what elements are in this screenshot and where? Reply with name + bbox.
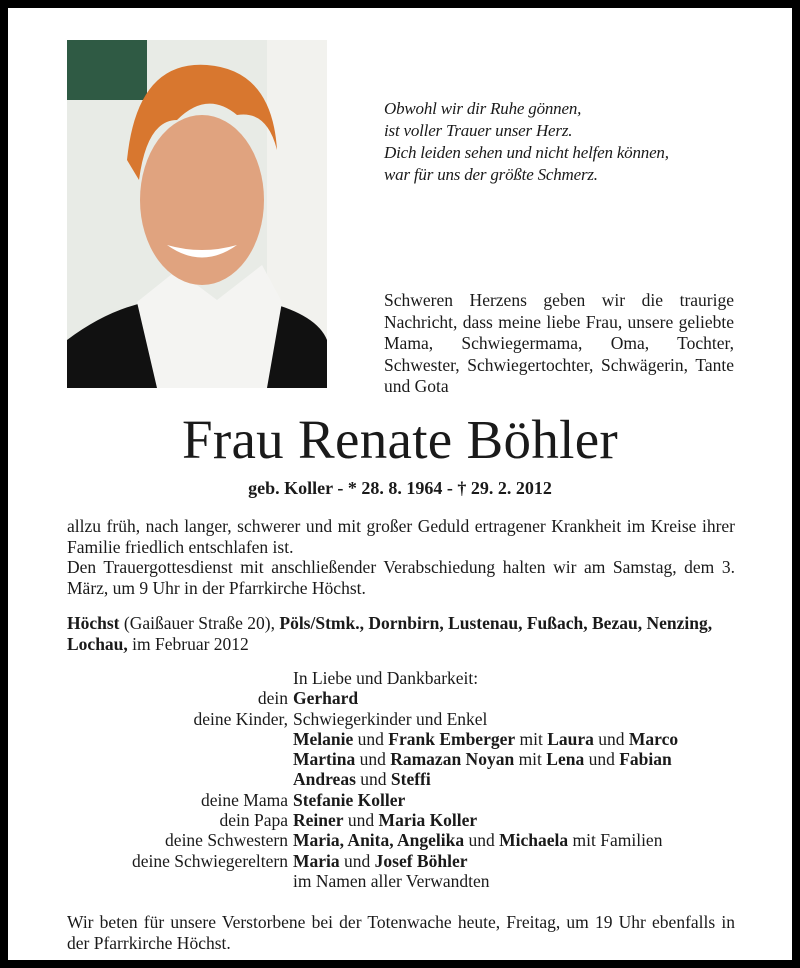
name-text: Fabian — [619, 749, 672, 770]
relation-label: dein — [257, 688, 288, 709]
text: mit — [515, 728, 548, 749]
relation-label: deine Mama — [201, 789, 288, 810]
text: im Namen aller Verwandten — [293, 870, 490, 891]
relation-label — [67, 749, 293, 769]
relation-label: deine Kinder, — [193, 708, 288, 729]
text: und — [464, 830, 500, 851]
text: und — [355, 769, 391, 790]
relation-names — [293, 749, 672, 769]
poem-line: Obwohl wir dir Ruhe gönnen, — [384, 99, 582, 118]
relation-names — [293, 790, 405, 810]
family-row — [67, 709, 747, 729]
name-text: Reiner — [293, 810, 344, 831]
name-text: Andreas — [293, 769, 356, 790]
life-dates: geb. Koller - * 28. 8. 1964 - † 29. 2. 2012 — [248, 478, 552, 498]
deceased-name: Frau Renate Böhler — [181, 409, 619, 470]
family-row — [67, 851, 747, 871]
poem-line: war für uns der größte Schmerz. — [384, 165, 598, 184]
text: und — [593, 728, 629, 749]
text: und — [343, 810, 379, 831]
relation-label — [67, 668, 293, 688]
name-text: Marco — [628, 728, 679, 749]
relation-names — [293, 668, 478, 688]
family-row — [67, 729, 747, 749]
name-text: Michaela — [499, 830, 569, 851]
text: In Liebe und Dankbarkeit: — [293, 668, 479, 688]
relation-label: deine Schwestern — [165, 830, 288, 851]
paragraph: Den Trauergottesdienst mit anschließender Verabschiedung halten wir am Samstag, dem 3. März, um 9 Uhr in der Pfarrkirche Höchst. — [67, 557, 735, 598]
name-text: Gerhard — [293, 688, 359, 709]
relation-names — [293, 688, 358, 708]
announcement-text — [67, 516, 735, 598]
text: Schwiegerkinder und Enkel — [293, 708, 488, 729]
text: und — [584, 749, 620, 770]
name-text: Laura — [547, 728, 594, 749]
name-text: Maria, Anita, Angelika — [293, 830, 465, 851]
name-text: Stefanie Koller — [293, 789, 406, 810]
relation-label — [67, 729, 293, 749]
closing-text: Wir beten für unsere Verstorbene bei der Totenwache heute, Freitag, um 19 Uhr ebenfalls in der Pfarrkirche Höchst. — [67, 912, 735, 953]
text: mit — [514, 749, 547, 770]
name-text: Höchst — [67, 613, 120, 633]
family-list — [67, 668, 747, 891]
name-text: Lena — [546, 749, 585, 770]
family-row — [67, 668, 747, 688]
name-text: Josef Böhler — [374, 850, 468, 871]
name-text: Melanie — [293, 728, 354, 749]
family-row — [67, 790, 747, 810]
relation-names — [293, 729, 678, 749]
obituary-page — [8, 8, 792, 960]
name-text: Maria — [293, 850, 340, 871]
text: im Februar 2012 — [127, 633, 249, 654]
relation-label — [67, 871, 293, 891]
intro-text: Schweren Herzens geben wir die traurige Nachricht, dass meine liebe Frau, unsere geliebte Mama, Schwiegermama, Oma, Tochter, Schwester, Schwiegertochter, Schwägerin, Tante und Gota — [384, 290, 734, 396]
relation-names — [293, 709, 487, 729]
family-row — [67, 830, 747, 850]
family-row — [67, 810, 747, 830]
family-row — [67, 749, 747, 769]
family-row — [67, 871, 747, 891]
name-text: Martina — [293, 749, 356, 770]
family-row — [67, 688, 747, 708]
relation-names — [293, 769, 431, 789]
poem-line: ist voller Trauer unser Herz. — [384, 121, 573, 140]
poem-line: Dich leiden sehen und nicht helfen können, — [384, 143, 669, 162]
relation-label: deine Schwiegereltern — [132, 850, 288, 871]
places-and-date — [67, 613, 735, 654]
portrait-photo — [67, 40, 327, 388]
name-text: Ramazan Noyan — [390, 749, 515, 770]
text: und — [339, 850, 375, 871]
relation-names — [293, 851, 468, 871]
name-text: Pöls/Stmk., Dornbirn, Lustenau, Fußach, Bezau, Nenzing, Lochau, — [67, 613, 713, 654]
relation-names — [293, 810, 477, 830]
name-text: Steffi — [390, 769, 431, 790]
text: (Gaißauer Straße 20), — [119, 613, 280, 633]
text: und — [353, 728, 389, 749]
relation-label: dein Papa — [219, 810, 288, 831]
text: mit Familien — [568, 830, 663, 851]
relation-names — [293, 830, 662, 850]
name-text: Frank Emberger — [388, 728, 516, 749]
poem — [384, 98, 669, 186]
text: und — [355, 749, 391, 770]
name-text: Maria Koller — [378, 810, 478, 831]
paragraph: allzu früh, nach langer, schwerer und mit großer Geduld ertragener Krankheit im Kreise ihrer Familie friedlich entschlafen ist. — [67, 516, 735, 557]
family-row — [67, 769, 747, 789]
relation-names — [293, 871, 489, 891]
relation-label — [67, 769, 293, 789]
